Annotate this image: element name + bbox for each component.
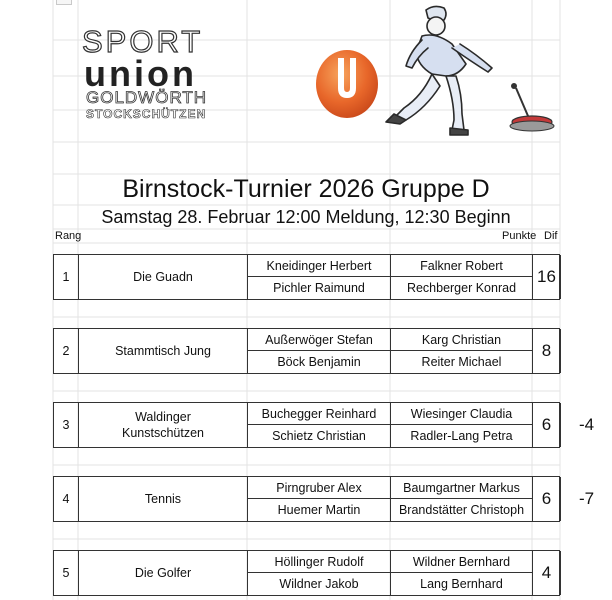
- player-cell: Wildner Bernhard: [391, 551, 533, 573]
- player-cell: Reiter Michael: [391, 351, 533, 373]
- team-points: 4: [533, 551, 561, 595]
- points-column-header: Punkte: [502, 230, 537, 242]
- page-title: Birnstock-Turnier 2026 Gruppe D: [122, 175, 490, 203]
- player-cell: Kneidinger Herbert: [248, 255, 391, 277]
- diff-column-header: Dif: [544, 230, 558, 242]
- player-cell: Pirngruber Alex: [248, 477, 391, 499]
- team-diff: -4: [578, 415, 595, 434]
- team-rank: 3: [54, 403, 79, 447]
- player-cell: Karg Christian: [391, 329, 533, 351]
- team-diff: [561, 255, 612, 299]
- player-cell: Buchegger Reinhard: [248, 403, 391, 425]
- player-cell: Höllinger Rudolf: [248, 551, 391, 573]
- team-rank: 2: [54, 329, 79, 373]
- player-cell: Baumgartner Markus: [391, 477, 533, 499]
- player-cell: Lang Bernhard: [391, 573, 533, 595]
- logo-text-union: union: [84, 53, 197, 94]
- team-points: 6: [533, 403, 561, 447]
- team-name: Stammtisch Jung: [79, 329, 248, 373]
- logo-text-sport: SPORT: [82, 24, 204, 59]
- player-cell: Pichler Raimund: [248, 277, 391, 299]
- team-points: 8: [533, 329, 561, 373]
- team-rank: 4: [54, 477, 79, 521]
- team-diff: -7: [578, 489, 595, 508]
- player-cell: Huemer Martin: [248, 499, 391, 521]
- player-cell: Radler-Lang Petra: [391, 425, 533, 447]
- team-points: 16: [533, 255, 561, 299]
- team-block: [53, 254, 560, 300]
- team-block: [53, 328, 560, 374]
- team-block: [53, 550, 560, 596]
- player-cell: Schietz Christian: [248, 425, 391, 447]
- player-cell: Wildner Jakob: [248, 573, 391, 595]
- page-subtitle: Samstag 28. Februar 12:00 Meldung, 12:30 Beginn: [101, 207, 511, 227]
- sheet-corner-marker: [56, 0, 72, 5]
- team-rank: 1: [54, 255, 79, 299]
- player-cell: Rechberger Konrad: [391, 277, 533, 299]
- player-cell: Falkner Robert: [391, 255, 533, 277]
- team-block: [53, 476, 595, 522]
- team-block: [53, 402, 595, 448]
- eisstock-icon: [510, 83, 554, 131]
- team-name: Waldinger Kunstschützen: [79, 403, 248, 447]
- sport-union-logo: [82, 26, 302, 122]
- player-cell: Wiesinger Claudia: [391, 403, 533, 425]
- team-diff: [561, 329, 612, 373]
- rank-column-header: Rang: [55, 230, 82, 242]
- player-cell: Brandstätter Christoph: [391, 499, 533, 521]
- team-name: Tennis: [79, 477, 248, 521]
- player-cell: Böck Benjamin: [248, 351, 391, 373]
- curling-player-illustration-icon: [356, 4, 556, 142]
- team-diff: [561, 551, 612, 595]
- team-name: Die Golfer: [79, 551, 248, 595]
- team-name: Die Guadn: [79, 255, 248, 299]
- team-points: 6: [533, 477, 561, 521]
- player-cell: Außerwöger Stefan: [248, 329, 391, 351]
- logo-text-goldwoerth: GOLDWÖRTH: [86, 88, 208, 107]
- team-rank: 5: [54, 551, 79, 595]
- logo-text-stockschuetzen: STOCKSCHÜTZEN: [86, 107, 207, 121]
